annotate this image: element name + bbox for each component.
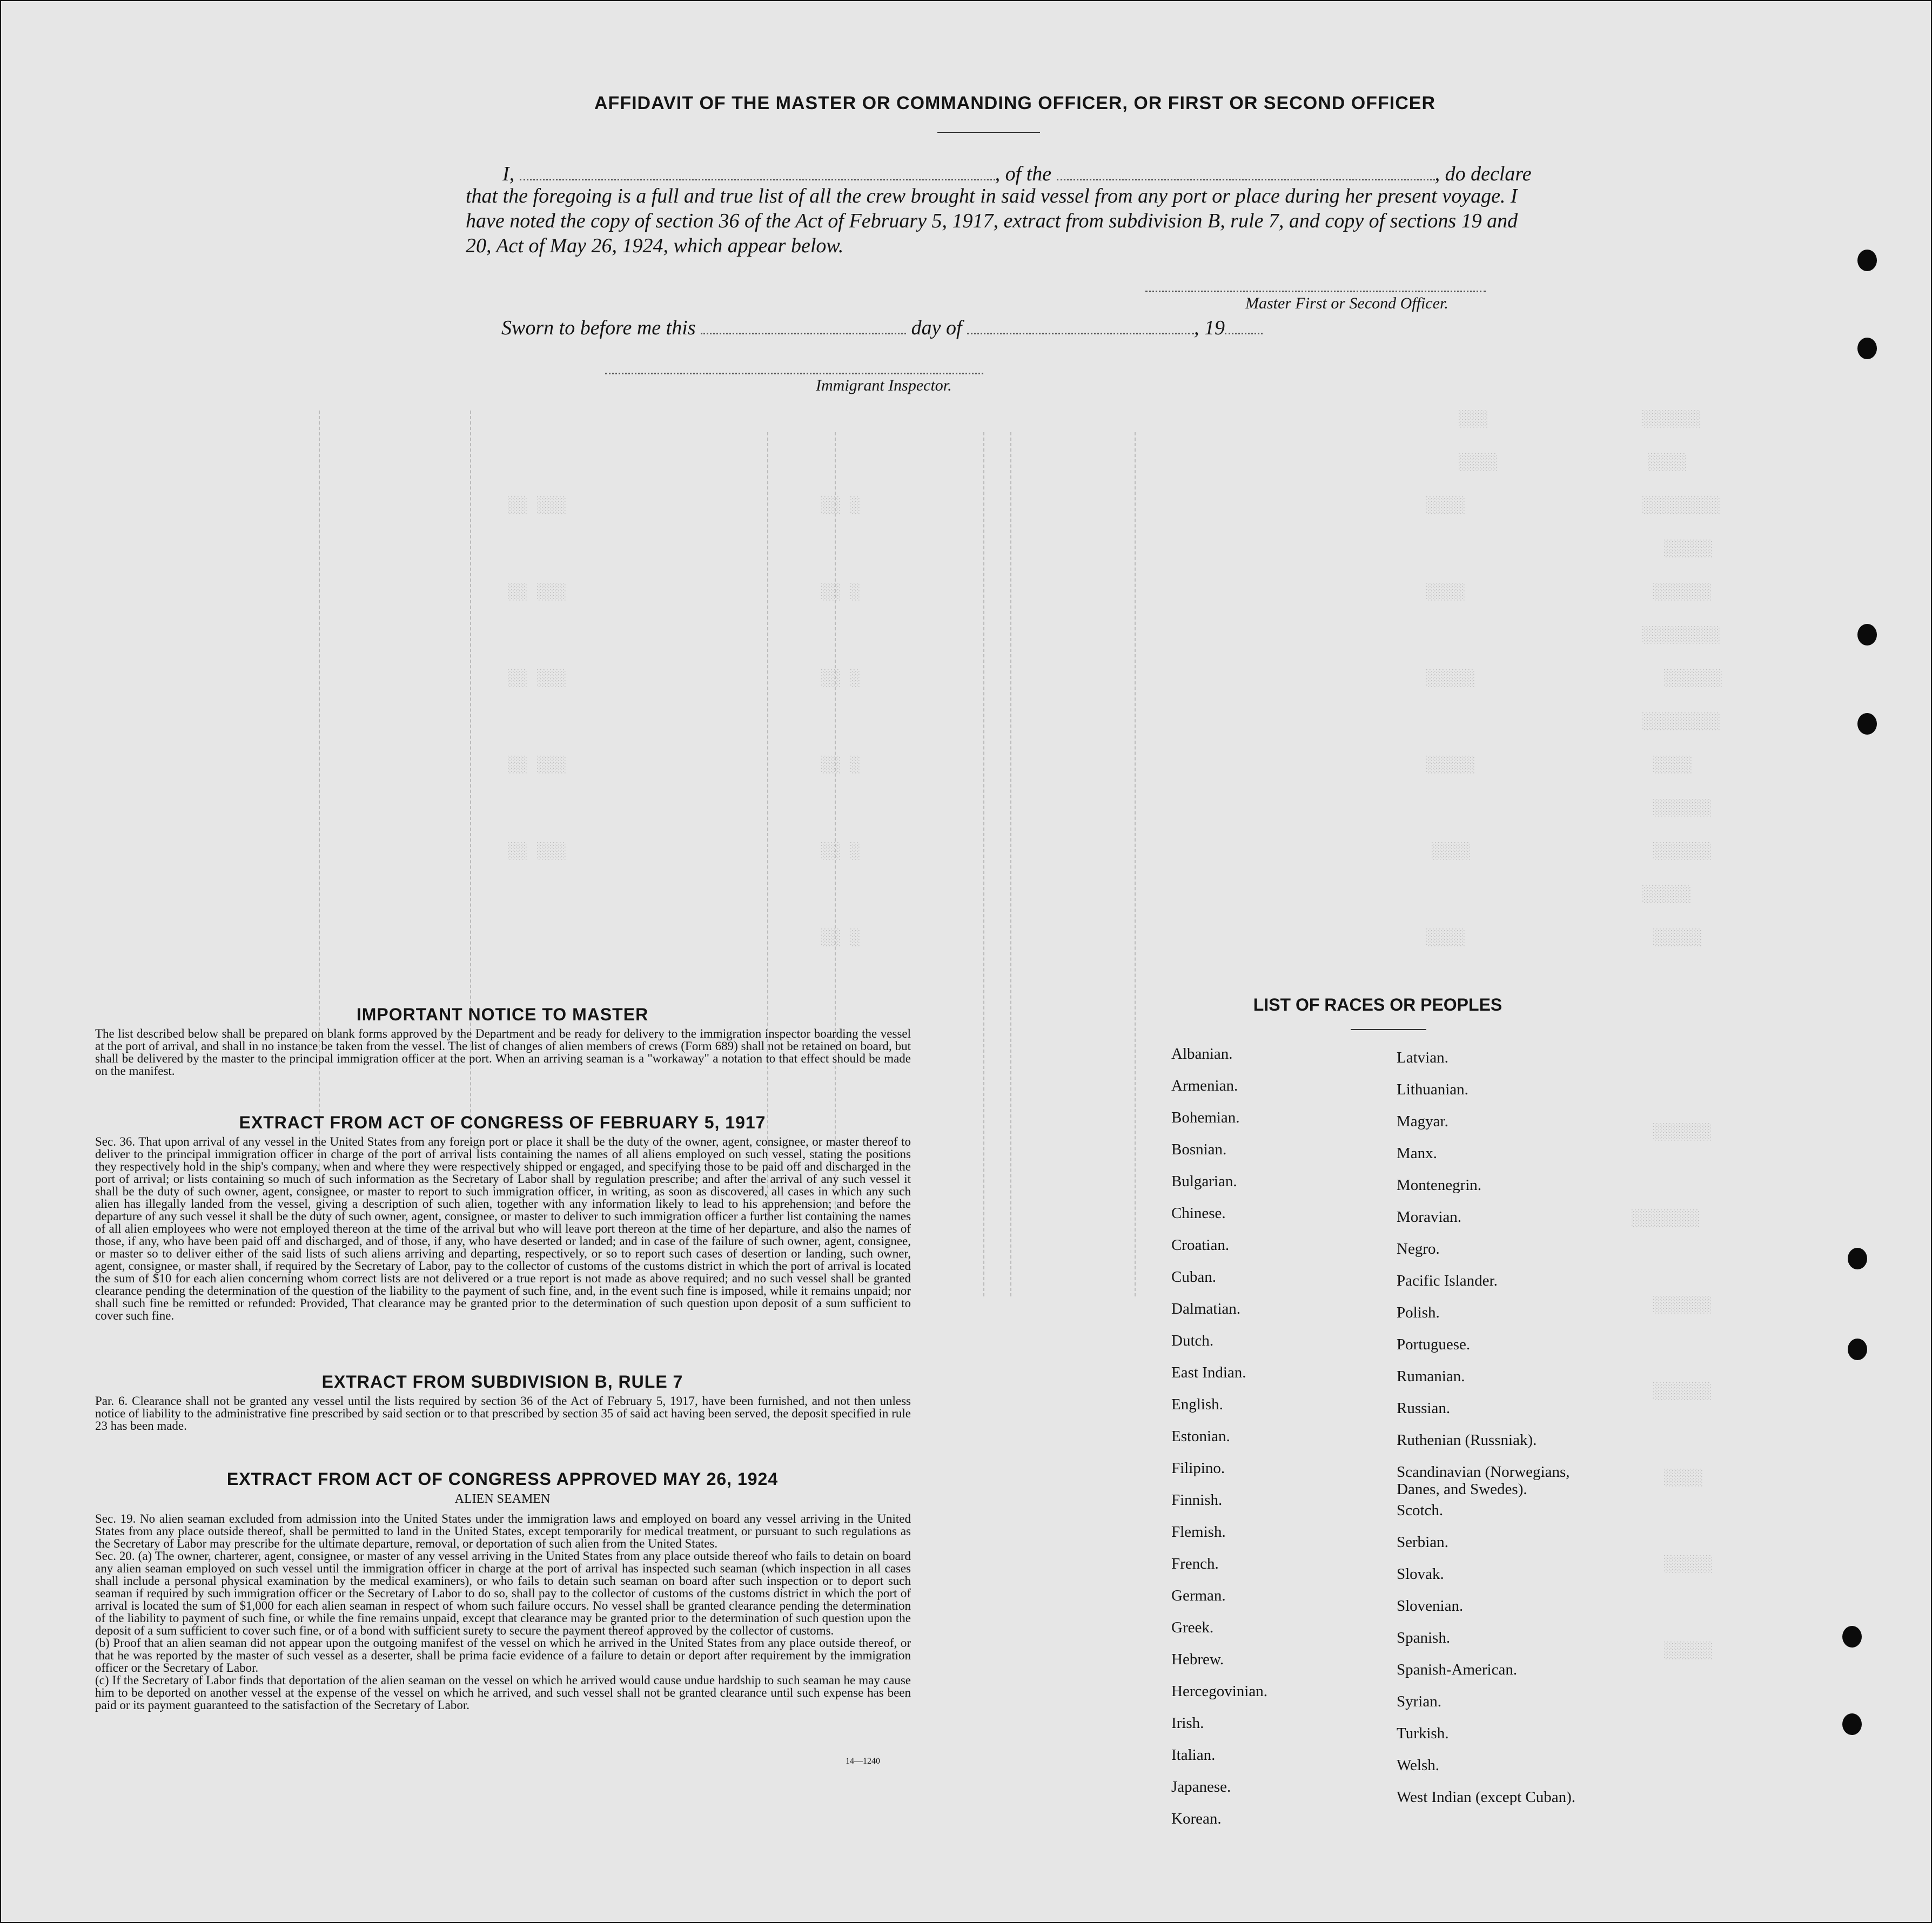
race-item: Polish. — [1397, 1304, 1440, 1321]
race-item: Hercegovinian. — [1171, 1683, 1267, 1700]
race-item: Moravian. — [1397, 1208, 1461, 1226]
race-item: Pacific Islander. — [1397, 1272, 1498, 1289]
race-item: Montenegrin. — [1397, 1176, 1482, 1194]
race-item: Serbian. — [1397, 1534, 1448, 1551]
race-item: Syrian. — [1397, 1693, 1441, 1710]
punch-hole — [1857, 250, 1877, 271]
inspector-signature-field[interactable] — [605, 373, 983, 374]
officer-name-field[interactable] — [520, 167, 995, 180]
race-item: Bohemian. — [1171, 1109, 1240, 1126]
race-item: Korean. — [1171, 1810, 1222, 1827]
section-20c-text: (c) If the Secretary of Labor finds that deportation of the alien seaman on the vessel on which he arrived would cause undue hardship to such seaman he may cause him to be deported on another vessel at the expense of the vessel on which he arrived, and such vessel shall not be granted clearance until such expense has been paid or its payment guaranteed to the satisfaction of the Secretary of Labor. — [95, 1673, 911, 1712]
sworn-month-field[interactable] — [967, 321, 1194, 334]
vessel-name-field[interactable] — [1057, 167, 1435, 180]
race-item: Japanese. — [1171, 1778, 1231, 1796]
race-item: Finnish. — [1171, 1491, 1223, 1509]
sworn-row — [501, 316, 1263, 340]
notice-text: The list described below shall be prepared on blank forms approved by the Department and be ready for delivery to the immigration inspector boarding the vessel at the port of arrival, and shall in no instance be taken from the vessel. The list of changes of alien members of crews (Form 689) shall not be retained on board, but shall be delivered by the master to the principal immigration officer at the port. When an arriving seaman is a "workaway" a notation to that effect should be made on the manifest. — [95, 1027, 911, 1078]
extract-1924-text — [95, 1512, 911, 1711]
punch-hole — [1857, 338, 1877, 359]
punch-hole — [1857, 624, 1877, 646]
race-item: Croatian. — [1171, 1236, 1230, 1254]
declare-label: , do declare — [1434, 163, 1532, 185]
affidavit-title: AFFIDAVIT OF THE MASTER OR COMMANDING OFFICER, OR FIRST OR SECOND OFFICER — [594, 93, 1435, 113]
race-item: Bulgarian. — [1171, 1173, 1237, 1190]
race-item: Greek. — [1171, 1619, 1214, 1636]
race-item: Negro. — [1397, 1240, 1440, 1258]
race-item: Rumanian. — [1397, 1368, 1465, 1385]
punch-hole — [1842, 1713, 1862, 1735]
races-divider — [1351, 1029, 1426, 1030]
extract-rule7-title: EXTRACT FROM SUBDIVISION B, RULE 7 — [321, 1372, 683, 1391]
race-item: Portuguese. — [1397, 1336, 1471, 1353]
section-19-text: Sec. 19. No alien seaman excluded from admission into the United States under the immigration laws and employed on board any vessel arriving in the United States from any place outside thereof, shall be permitted to land in the United States, except temporarily for medical treatment, or pursuant to such regulations as the Secretary of Labor may prescribe for the ultimate departure, removal, or deportation of such alien from the United States. — [95, 1512, 911, 1550]
race-item: Slovenian. — [1397, 1597, 1464, 1615]
race-item: Russian. — [1397, 1400, 1451, 1417]
inspector-signature-label: Immigrant Inspector. — [816, 376, 952, 394]
race-item: Irish. — [1171, 1714, 1204, 1732]
race-item: Welsh. — [1397, 1757, 1440, 1774]
form-number: 14—1240 — [846, 1757, 880, 1766]
extract-1917-title: EXTRACT FROM ACT OF CONGRESS OF FEBRUARY 5, 1917 — [239, 1113, 766, 1132]
section-20a-text: Sec. 20. (a) The owner, charterer, agent, consignee, or master of any vessel arriving in the United States from any place outside thereof who fails to detain on board any alien seaman employed on such vessel until the immigration officer in charge at the port of arrival has inspected such seaman (which inspection in all cases shall include a personal physical examination by the medical examiners), or who fails to detain such seaman on board after such inspection or to deport such seaman if required by such immigration officer or the Secretary of Labor to do so, shall pay to the collector of customs of the customs district in which the port of arrival is located the sum of $1,000 for each alien seaman in respect of whom such failure occurs. No vessel shall be granted clearance pending the determination of the liability to payment of such fine, or while the fine remains unpaid, except that clearance may be granted prior to the determination of such question upon the deposit of a sum sufficient to cover such fine, or of a bond with sufficient surety to secure the payment thereof approved by the collector of customs. — [95, 1549, 911, 1637]
race-item: Bosnian. — [1171, 1141, 1227, 1158]
of-the-label: , of the — [995, 163, 1052, 185]
race-item: Ruthenian (Russniak). — [1397, 1431, 1537, 1449]
master-signature-label: Master First or Second Officer. — [1245, 294, 1448, 312]
punch-hole — [1848, 1339, 1867, 1360]
extract-rule7-text: Par. 6. Clearance shall not be granted any vessel until the lists required by section 36 of the Act of February 5, 1917, have been furnished, and not then unless notice of liability to the administrative fine prescribed by said section or to that prescribed by section 35 of said act having been served, the deposit specified in rule 23 has been made. — [95, 1394, 911, 1433]
race-item: Hebrew. — [1171, 1651, 1224, 1668]
sworn-year-field[interactable] — [1225, 321, 1263, 334]
race-item: West Indian (except Cuban). — [1397, 1788, 1576, 1806]
title-divider — [937, 132, 1040, 133]
notice-title: IMPORTANT NOTICE TO MASTER — [356, 1005, 649, 1024]
year-label: , 19 — [1194, 317, 1225, 339]
section-20b-text: (b) Proof that an alien seaman did not appear upon the outgoing manifest of the vessel on which he arrived in the United States from any place outside thereof, or that he was reported by the master of such vessel as a deserter, shall be prima facie evidence of a failure to detain or deport after requirement by the immigration officer or the Secretary of Labor. — [95, 1636, 911, 1675]
race-item: Spanish-American. — [1397, 1661, 1518, 1678]
race-item: French. — [1171, 1555, 1219, 1572]
race-item: Turkish. — [1397, 1725, 1449, 1742]
punch-hole — [1848, 1248, 1867, 1269]
race-item: Manx. — [1397, 1145, 1437, 1162]
punch-hole — [1857, 713, 1877, 735]
race-item: Scotch. — [1397, 1502, 1444, 1519]
race-item: English. — [1171, 1396, 1223, 1413]
sworn-label: Sworn to before me this — [501, 317, 696, 339]
race-item: Slovak. — [1397, 1565, 1444, 1583]
race-item: Dutch. — [1171, 1332, 1214, 1349]
extract-1924-title: EXTRACT FROM ACT OF CONGRESS APPROVED MAY 26, 1924 — [226, 1469, 779, 1489]
race-item: Flemish. — [1171, 1523, 1226, 1541]
sworn-day-field[interactable] — [701, 321, 906, 334]
punch-hole — [1842, 1626, 1862, 1648]
race-item: Cuban. — [1171, 1268, 1216, 1286]
race-item: Albanian. — [1171, 1045, 1233, 1063]
race-item: German. — [1171, 1587, 1226, 1604]
extract-1917-text: Sec. 36. That upon arrival of any vessel in the United States from any foreign port or place it shall be the duty of the owner, agent, consignee, or master thereof to deliver to the principal immigration officer in charge of the port of arrival lists containing the names of all aliens employed on such vessel, stating the positions they respectively hold in the ship's company, when and where they were respectively shipped or engaged, and specifying those to be paid off and discharged in the port of arrival; or lists containing so much of such information as the Secretary of Labor shall by regulation prescribe; and after the arrival of any such vessel it shall be the duty of such owner, agent, consignee, or master to report to such immigration officer, in writing, as soon as discovered, all cases in which any such alien has illegally landed from the vessel, giving a description of such alien, together with any information likely to lead to his apprehension; and before the departure of any such vessel it shall be the duty of such owner, agent, consignee, or master to deliver to such immigration officer a further list containing the names of all alien employees who were not employed thereon at the time of the arrival but who will leave port thereon at the time of her departure, and also the names of those, if any, who have been paid off and discharged, and of those, if any, who have deserted or landed; and in case of the failure of such owner, agent, consignee, or master so to deliver either of the said lists of such aliens arriving and departing, respectively, or so to report such cases of desertion or landing, such owner, agent, consignee, or master shall, if required by the Secretary of Labor, pay to the collector of customs of the customs district in which the port of arrival is located the sum of $10 for each alien concerning whom correct lists are not delivered or a true report is not made as above required; and no such vessel shall be granted clearance pending the determination of the question of the liability to the payment of such fine, and, in the event such fine is imposed, while it remains unpaid; nor shall such fine be remitted or refunded: Provided, That clearance may be granted prior to the determination of such question upon deposit of a sum sufficient to cover such fine. — [95, 1135, 911, 1322]
affidavit-body: that the foregoing is a full and true list of all the crew brought in said vessel from any port or place during her present voyage. I have noted the copy of section 36 of the Act of February 5, 1917, extract from subdivision B, rule 7, and copy of sections 19 and 20, Act of May 26, 1924, which appear below. — [466, 185, 1518, 257]
race-item: Armenian. — [1171, 1077, 1238, 1094]
race-item: Latvian. — [1397, 1049, 1448, 1066]
i-label: I, — [502, 163, 515, 185]
race-item: Italian. — [1171, 1746, 1216, 1764]
extract-1924-subtitle: ALIEN SEAMEN — [454, 1492, 551, 1506]
race-item: Dalmatian. — [1171, 1300, 1241, 1317]
race-item: Estonian. — [1171, 1428, 1230, 1445]
race-item: Magyar. — [1397, 1113, 1448, 1130]
races-title: LIST OF RACES OR PEOPLES — [1253, 995, 1502, 1014]
race-item: East Indian. — [1171, 1364, 1246, 1381]
affidavit-declaration-row — [502, 162, 1532, 186]
race-item: Scandinavian (Norwegians, Danes, and Swedes). — [1397, 1463, 1570, 1498]
race-item: Spanish. — [1397, 1629, 1451, 1646]
race-item: Chinese. — [1171, 1205, 1226, 1222]
master-signature-field[interactable] — [1145, 291, 1486, 292]
day-of-label: day of — [911, 317, 962, 339]
race-item: Lithuanian. — [1397, 1081, 1468, 1098]
race-item: Filipino. — [1171, 1460, 1225, 1477]
